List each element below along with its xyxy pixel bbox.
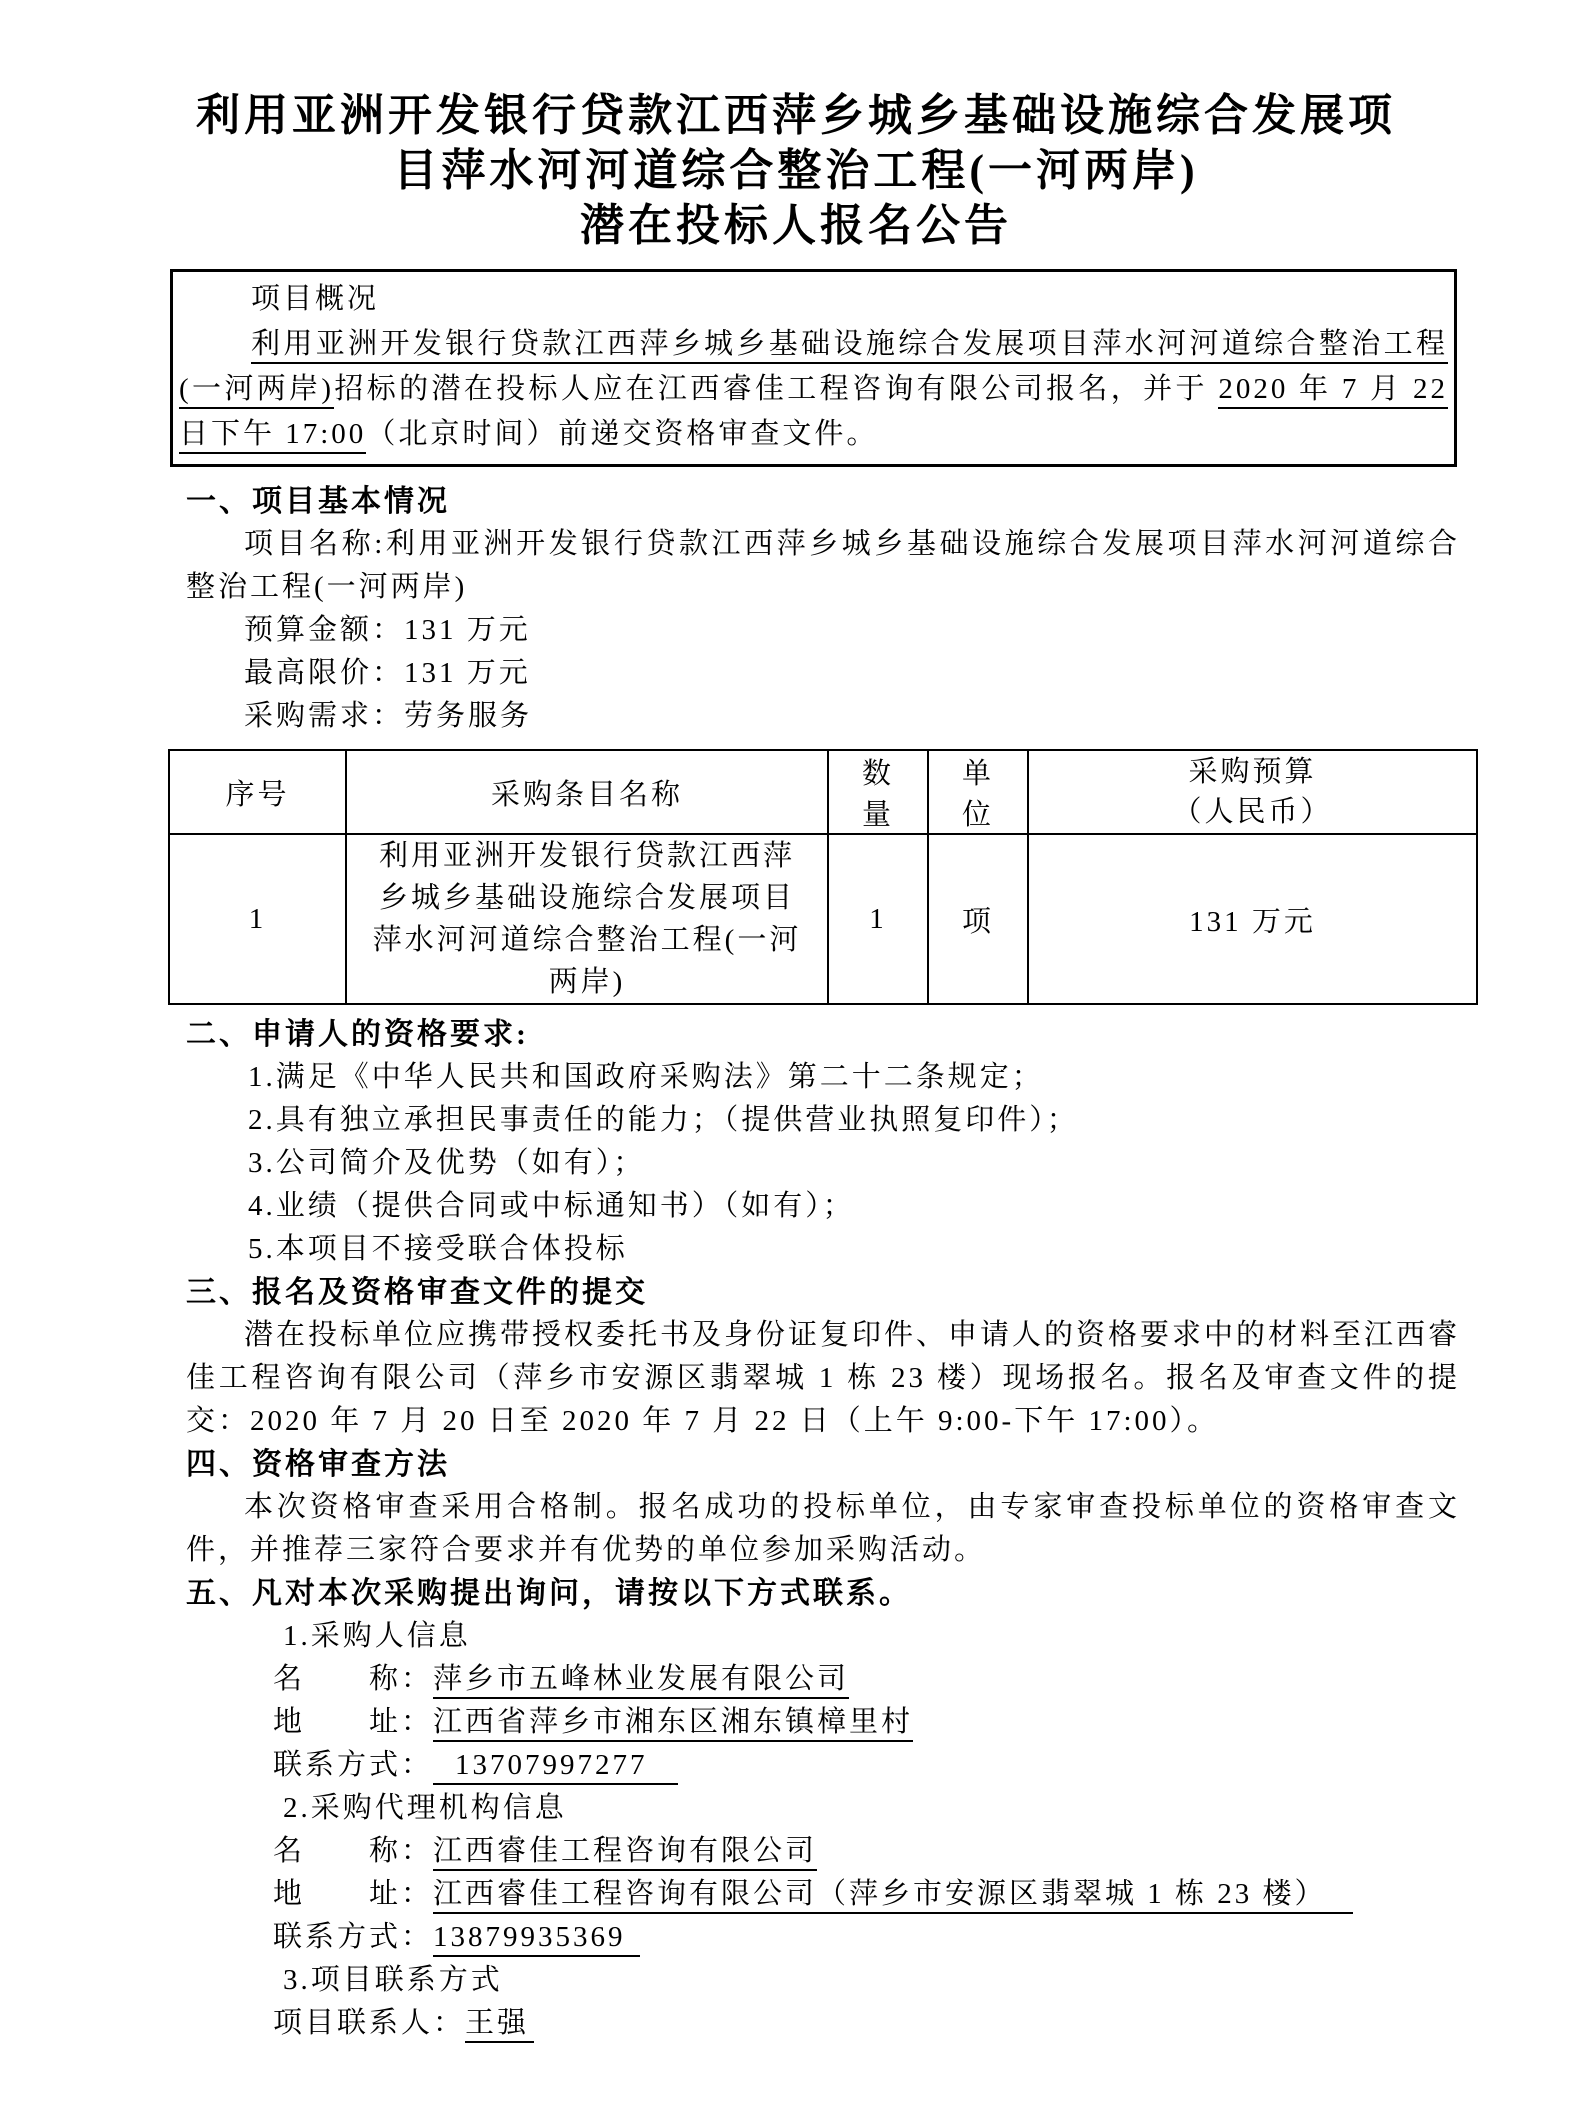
overview-plain-text-2: （北京时间）前递交资格审查文件。 (366, 418, 879, 450)
overview-plain-text-1: 招标的潜在投标人应在江西睿佳工程咨询有限公司报名，并于 (334, 373, 1219, 405)
cell-qty: 1 (828, 834, 928, 1004)
agency-name-value: 江西睿佳工程咨询有限公司 (433, 1835, 817, 1871)
qualification-item-5: 5.本项目不接受联合体投标 (248, 1233, 628, 1265)
cell-unit: 项 (928, 834, 1028, 1004)
qualification-item-4: 4.业绩（提供合同或中标通知书）（如有）； (248, 1190, 855, 1222)
contact-block (186, 1615, 1460, 2045)
project-name-line: 项目名称:利用亚洲开发银行贷款江西萍乡城乡基础设施综合发展项目萍水河河道综合整治工程(一河两岸) (186, 528, 1460, 603)
purchaser-name-line (273, 1658, 1460, 1701)
purchaser-info-label: 1.采购人信息 (283, 1620, 471, 1652)
section5-heading: 五、凡对本次采购提出询问，请按以下方式联系。 (186, 1577, 912, 1610)
section1-heading: 一、项目基本情况 (186, 485, 450, 518)
agency-contact-label: 联系方式： (273, 1921, 434, 1953)
header-budget-line-2: （人民币） (1172, 796, 1333, 828)
header-no: 序号 (169, 750, 346, 834)
project-contact-person-value: 王强 (465, 2007, 534, 2043)
header-budget-line-1: 采购预算 (1188, 756, 1317, 788)
project-contact-person-label: 项目联系人： (273, 2007, 466, 2039)
agency-address-value: 江西睿佳工程咨询有限公司（萍乡市安源区翡翠城 1 栋 23 楼） (433, 1878, 1353, 1914)
doc-title-line-2: 目萍水河河道综合整治工程(一河两岸) (393, 146, 1199, 195)
purchaser-name-label: 名 称： (273, 1663, 434, 1695)
cell-budget: 131 万元 (1028, 834, 1477, 1004)
header-unit: 单位 (928, 750, 1028, 834)
project-contact-person-line (273, 2002, 1460, 2045)
agency-contact-line (273, 1916, 1460, 1959)
overview-underlined-deadline: 2020 年 7 月 22 日下午 17:00 (179, 373, 1448, 454)
max-price-line: 最高限价：131 万元 (244, 657, 531, 689)
section3-paragraph: 潜在投标单位应携带授权委托书及身份证复印件、申请人的资格要求中的材料至江西睿佳工程咨询有限公司（萍乡市安源区翡翠城 1 栋 23 楼）现场报名。报名及审查文件的提交：2020 年 7 月 20 日至 2020 年 7 月 22 日（上午 9:00-下午 17:00）。 (186, 1319, 1461, 1437)
table-header-row (169, 750, 1477, 834)
doc-title-line-3: 潜在投标人报名公告 (580, 201, 1012, 250)
overview-paragraph (179, 322, 1448, 457)
agency-address-label: 地 址： (273, 1878, 434, 1910)
purchaser-name-value: 萍乡市五峰林业发展有限公司 (433, 1663, 849, 1699)
doc-title (132, 88, 1460, 253)
section2-heading: 二、申请人的资格要求: (186, 1018, 529, 1051)
doc-title-line-1: 利用亚洲开发银行贷款江西萍乡城乡基础设施综合发展项 (196, 91, 1396, 140)
cell-no: 1 (169, 834, 346, 1004)
purchaser-contact-label: 联系方式： (273, 1749, 434, 1781)
agency-contact-value: 13879935369 (433, 1921, 640, 1957)
purchaser-contact-value: 13707997277 (433, 1749, 678, 1785)
header-qty: 数量 (828, 750, 928, 834)
qualification-item-1: 1.满足《中华人民共和国政府采购法》第二十二条规定； (248, 1061, 1044, 1093)
agency-info-label: 2.采购代理机构信息 (283, 1792, 567, 1824)
cell-item-name: 利用亚洲开发银行贷款江西萍乡城乡基础设施综合发展项目萍水河河道综合整治工程(一河两岸) (346, 834, 828, 1004)
overview-underlined-project-name: 利用亚洲开发银行贷款江西萍乡城乡基础设施综合发展项目萍水河河道综合整治工程(一河两岸) (179, 328, 1448, 409)
procurement-items-table (168, 749, 1478, 1005)
purchaser-address-value: 江西省萍乡市湘东区湘东镇樟里村 (433, 1706, 913, 1742)
project-overview-box (170, 269, 1457, 467)
purchaser-address-line (273, 1701, 1460, 1744)
purchaser-address-label: 地 址： (273, 1706, 434, 1738)
agency-address-line (273, 1873, 1460, 1916)
qualification-item-3: 3.公司简介及优势（如有）； (248, 1147, 646, 1179)
overview-heading: 项目概况 (251, 283, 380, 315)
header-item-name: 采购条目名称 (346, 750, 828, 834)
table-row (169, 834, 1477, 1004)
section4-heading: 四、资格审查方法 (186, 1448, 450, 1481)
agency-name-line (273, 1830, 1460, 1873)
section4-paragraph: 本次资格审查采用合格制。报名成功的投标单位，由专家审查投标单位的资格审查文件，并推荐三家符合要求并有优势的单位参加采购活动。 (186, 1491, 1460, 1566)
agency-name-label: 名 称： (273, 1835, 434, 1867)
purchaser-contact-line (273, 1744, 1460, 1787)
project-contact-label: 3.项目联系方式 (283, 1964, 503, 1996)
demand-line: 采购需求：劳务服务 (244, 700, 533, 732)
header-budget (1028, 750, 1477, 834)
section3-heading: 三、报名及资格审查文件的提交 (186, 1276, 648, 1309)
budget-line: 预算金额：131 万元 (244, 614, 531, 646)
qualification-item-2: 2.具有独立承担民事责任的能力；（提供营业执照复印件）； (248, 1104, 1079, 1136)
